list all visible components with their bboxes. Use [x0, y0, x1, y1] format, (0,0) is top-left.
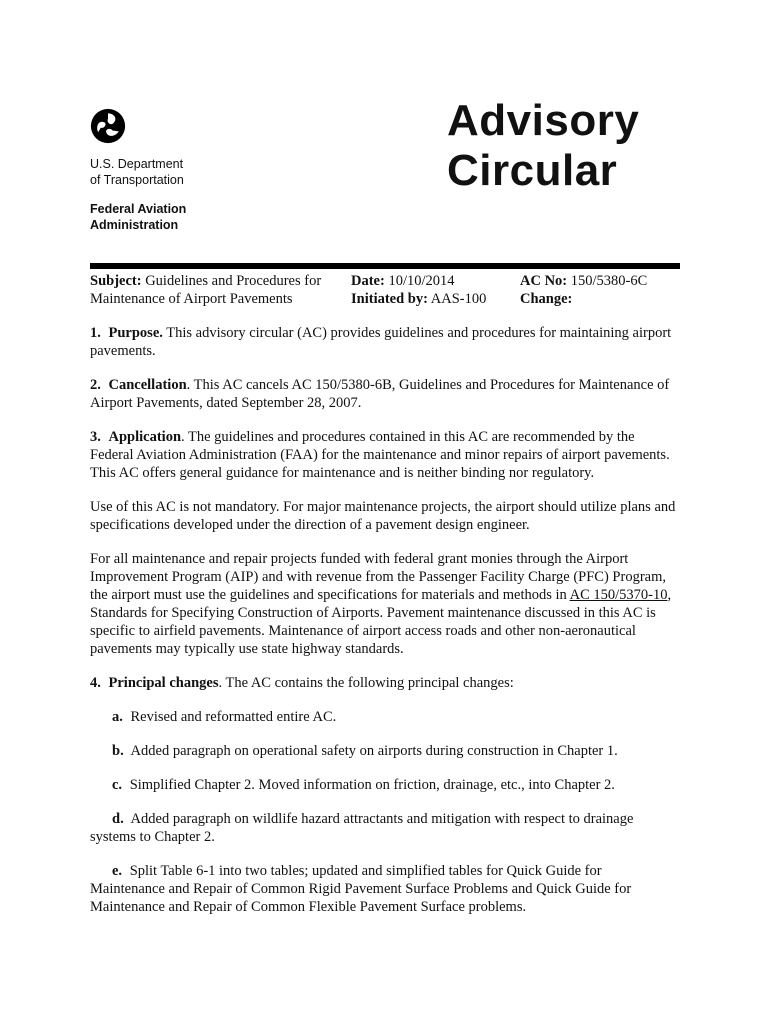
agency-name: [90, 201, 186, 233]
item-letter: b.: [112, 743, 124, 759]
ac-value: 150/5380-6C: [570, 273, 648, 289]
cancellation-number: 2.: [90, 377, 101, 393]
document-title: [447, 96, 639, 196]
department-line-1: U.S. Department: [90, 157, 184, 171]
initiated-value: AAS-100: [430, 291, 487, 307]
agency-line-1: Federal Aviation: [90, 202, 187, 216]
header-divider: [90, 263, 680, 269]
purpose-text: This advisory circular (AC) provides guidelines and procedures for maintaining airport pavements.: [90, 325, 672, 359]
initiated-label: Initiated by:: [351, 291, 428, 307]
cancellation-paragraph: [90, 376, 680, 412]
application-number: 3.: [90, 429, 101, 445]
date-field: [351, 272, 516, 308]
date-label: Date:: [351, 273, 385, 289]
item-letter: c.: [112, 777, 123, 793]
changes-number: 4.: [90, 675, 101, 691]
ac-number-field: [520, 272, 680, 308]
changes-text: . The AC contains the following principal changes:: [218, 675, 514, 691]
changes-paragraph: [90, 674, 680, 692]
list-item: [90, 862, 680, 916]
item-text: Added paragraph on operational safety on airports during construction in Chapter 1.: [130, 743, 618, 759]
purpose-number: 1.: [90, 325, 101, 341]
ac-label: AC No:: [520, 273, 568, 289]
funding-text-a: For all maintenance and repair projects funded with federal grant monies through the Airport Improvement Program (AIP) and with revenue from the Passenger Facility Charge (PFC) Program, the airport must use the guidelines and specifications for materials and methods in: [90, 551, 666, 603]
item-text: Split Table 6-1 into two tables; updated and simplified tables for Quick Guide for Maintenance and Repair of Common Rigid Pavement Surface Problems and Quick Guide for Maintenance and Repair of Common Flexible Pavement Surface problems.: [90, 863, 632, 915]
subject-value-2: Maintenance of Airport Pavements: [90, 291, 293, 307]
list-item: [90, 742, 680, 760]
application-text: . The guidelines and procedures contained in this AC are recommended by the Federal Aviation Administration (FAA) for the maintenance and minor repairs of airport pavements. This AC offers general guidance for maintenance and is neither binding nor regulatory.: [90, 429, 670, 481]
cancellation-heading: Cancellation: [108, 377, 187, 393]
agency-line-2: Administration: [90, 218, 179, 232]
department-name: [90, 156, 184, 188]
department-line-2: of Transportation: [90, 173, 184, 187]
item-text: Simplified Chapter 2. Moved information on friction, drainage, etc., into Chapter 2.: [129, 777, 615, 793]
subject-label: Subject:: [90, 273, 142, 289]
item-letter: d.: [112, 811, 124, 827]
funding-text-b: , Standards for Specifying Construction of Airports. Pavement maintenance discussed in this AC is specific to airfield pavements. Maintenance of airport access roads and other non-aeronautical pavements may typically use state highway standards.: [90, 587, 672, 657]
item-letter: e.: [112, 863, 123, 879]
title-line-1: Advisory: [447, 96, 640, 145]
date-value: 10/10/2014: [388, 273, 455, 289]
item-letter: a.: [112, 709, 123, 725]
document-body: [90, 324, 680, 932]
title-line-2: Circular: [447, 146, 618, 195]
purpose-heading: Purpose.: [108, 325, 163, 341]
funding-paragraph: [90, 550, 680, 658]
mandatory-paragraph: Use of this AC is not mandatory. For major maintenance projects, the airport should utilize plans and specifications developed under the direction of a pavement design engineer.: [90, 499, 676, 533]
subject-field: [90, 272, 345, 308]
dot-triskelion-logo-icon: [90, 108, 126, 144]
list-item: [90, 776, 680, 794]
application-heading: Application: [108, 429, 182, 445]
cancellation-text: . This AC cancels AC 150/5380-6B, Guidelines and Procedures for Maintenance of Airport Pavements, dated September 28, 2007.: [90, 377, 670, 411]
item-text: Added paragraph on wildlife hazard attractants and mitigation with respect to drainage systems to Chapter 2.: [90, 811, 634, 845]
change-label: Change:: [520, 291, 573, 307]
purpose-paragraph: [90, 324, 680, 360]
list-item: [90, 810, 680, 846]
changes-heading: Principal changes: [108, 675, 219, 691]
list-item: [90, 708, 680, 726]
ac-150-5370-10-link[interactable]: AC 150/5370-10: [569, 587, 668, 603]
application-paragraph: [90, 428, 680, 482]
subject-value-1: Guidelines and Procedures for: [145, 273, 322, 289]
item-text: Revised and reformatted entire AC.: [130, 709, 337, 725]
